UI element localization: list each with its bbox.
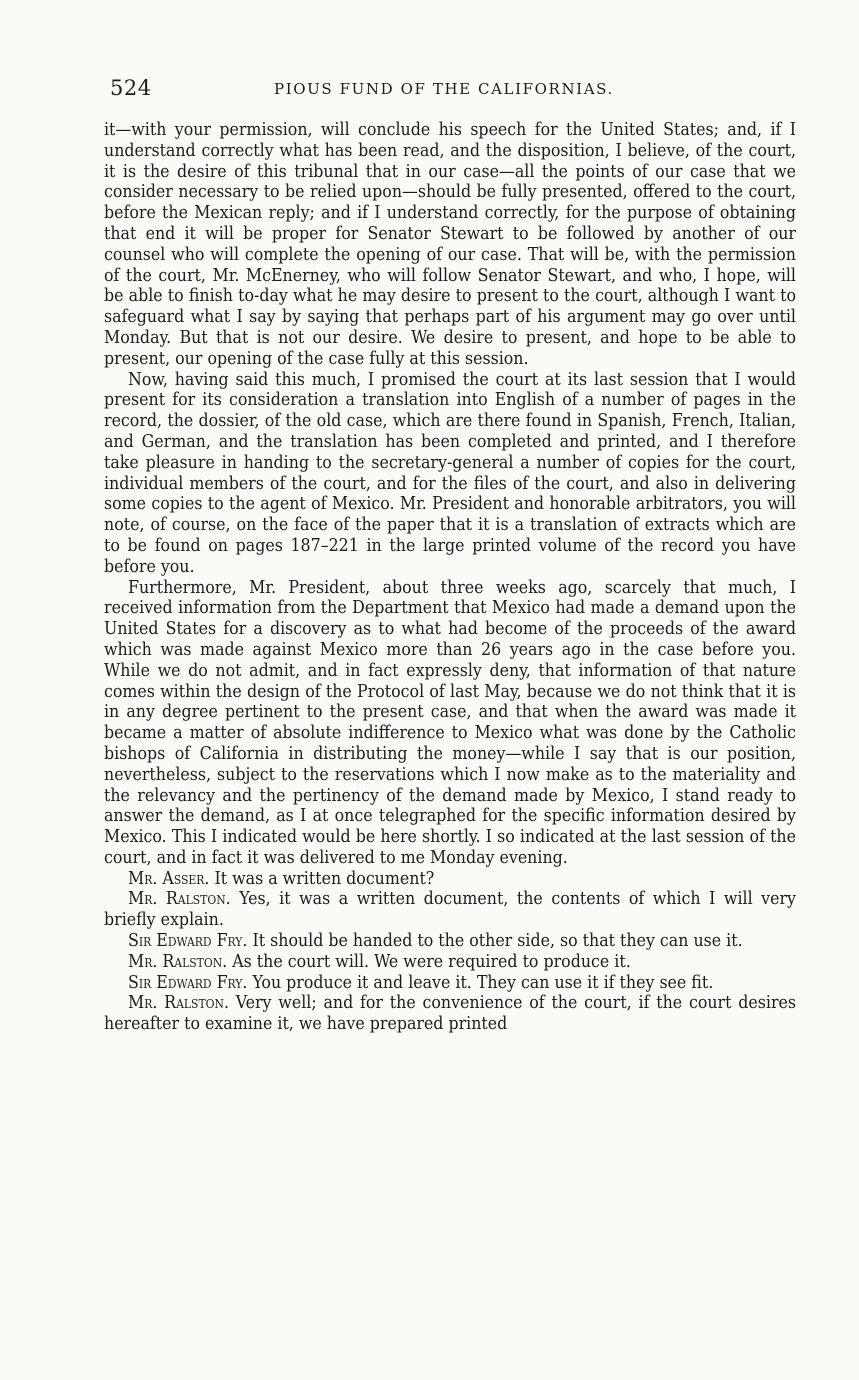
dialogue-text: It should be handed to the other side, so that they can use it. — [252, 931, 743, 952]
dialogue-line — [104, 889, 796, 931]
speaker-name: Sir Edward Fry. — [128, 931, 248, 952]
speaker-name: Mr. Ralston. — [128, 889, 231, 910]
dialogue-line — [104, 973, 796, 994]
paragraph-text: it—with your permission, will conclude his speech for the United States; and, if I understand correctly what has been read, and the disposition, I believe, of the court, it is the desire of this tribunal that in our case—all the points of our case that we consider necessary to be relied upon—should be fully presented, offered to the court, before the Mexican reply; and if I understand correctly, for the purpose of obtaining that end it will be proper for Senator Stewart to be followed by another of our counsel who will complete the opening of our case. That will be, with the permission of the court, Mr. McEnerney, who will follow Senator Stewart, and who, I hope, will be able to finish to-day what he may desire to present to the court, although I want to safeguard what I say by saying that perhaps part of his argument may go over until Monday. But that is not our desire. We desire to present, and hope to be able to present, our opening of the case fully at this session. — [104, 120, 796, 369]
dialogue-text: Very well; and for the convenience of the court, if the court desires hereafter to examine it, we have prepared printed — [104, 993, 796, 1035]
dialogue-text: Yes, it was a written document, the contents of which I will very briefly explain. — [104, 889, 796, 931]
paragraph-text: Furthermore, Mr. President, about three weeks ago, scarcely that much, I received information from the Department that Mexico had made a demand upon the United States for a discovery as to what had become of the proceeds of the award which was made against Mexico more than 26 years ago in the case before you. While we do not admit, and in fact expressly deny, that information of that nature comes within the design of the Protocol of last May, because we do not think that it is in any degree pertinent to the present case, and that when the award was made it became a matter of absolute indifference to Mexico what was done by the Catholic bishops of California in distributing the money—while I say that is our position, nevertheless, subject to the reservations which I now make as to the materiality and the relevancy and the pertinency of the demand made by Mexico, I stand ready to answer the demand, as I at once telegraphed for the specific information desired by Mexico. This I indicated would be here shortly. I so indicated at the last session of the court, and in fact it was delivered to me Monday evening. — [104, 577, 796, 868]
paragraph-text: Now, having said this much, I promised the court at its last session that I would present for its consideration a translation into English of a number of pages in the record, the dossier, of the old case, which are there found in Spanish, French, Italian, and German, and the translation has been completed and printed, and I therefore take pleasure in handing to the secretary-general a number of copies for the court, individual members of the court, and for the files of the court, and also in delivering some copies to the agent of Mexico. Mr. President and honorable arbitrators, you will note, of course, on the face of the paper that it is a translation of extracts which are to be found on pages 187–221 in the large printed volume of the record you have before you. — [104, 369, 796, 577]
body-text — [104, 120, 796, 1035]
dialogue-text: As the court will. We were required to produce it. — [232, 951, 631, 972]
page-header — [110, 76, 800, 106]
speaker-name: Sir Edward Fry. — [128, 972, 248, 993]
dialogue-text: You produce it and leave it. They can use it if they see fit. — [252, 972, 714, 993]
paragraph — [104, 120, 796, 370]
speaker-name: Mr. Ralston. — [128, 993, 229, 1014]
dialogue-line — [104, 952, 796, 973]
page-number: 524 — [110, 76, 152, 100]
paragraph — [104, 370, 796, 578]
dialogue-line — [104, 931, 796, 952]
dialogue-text: It was a written document? — [214, 868, 435, 889]
dialogue-line — [104, 869, 796, 890]
dialogue-line — [104, 993, 796, 1035]
speaker-name: Mr. Asser. — [128, 868, 210, 889]
running-head: PIOUS FUND OF THE CALIFORNIAS. — [274, 80, 614, 98]
speaker-name: Mr. Ralston. — [128, 951, 228, 972]
paragraph — [104, 578, 796, 869]
